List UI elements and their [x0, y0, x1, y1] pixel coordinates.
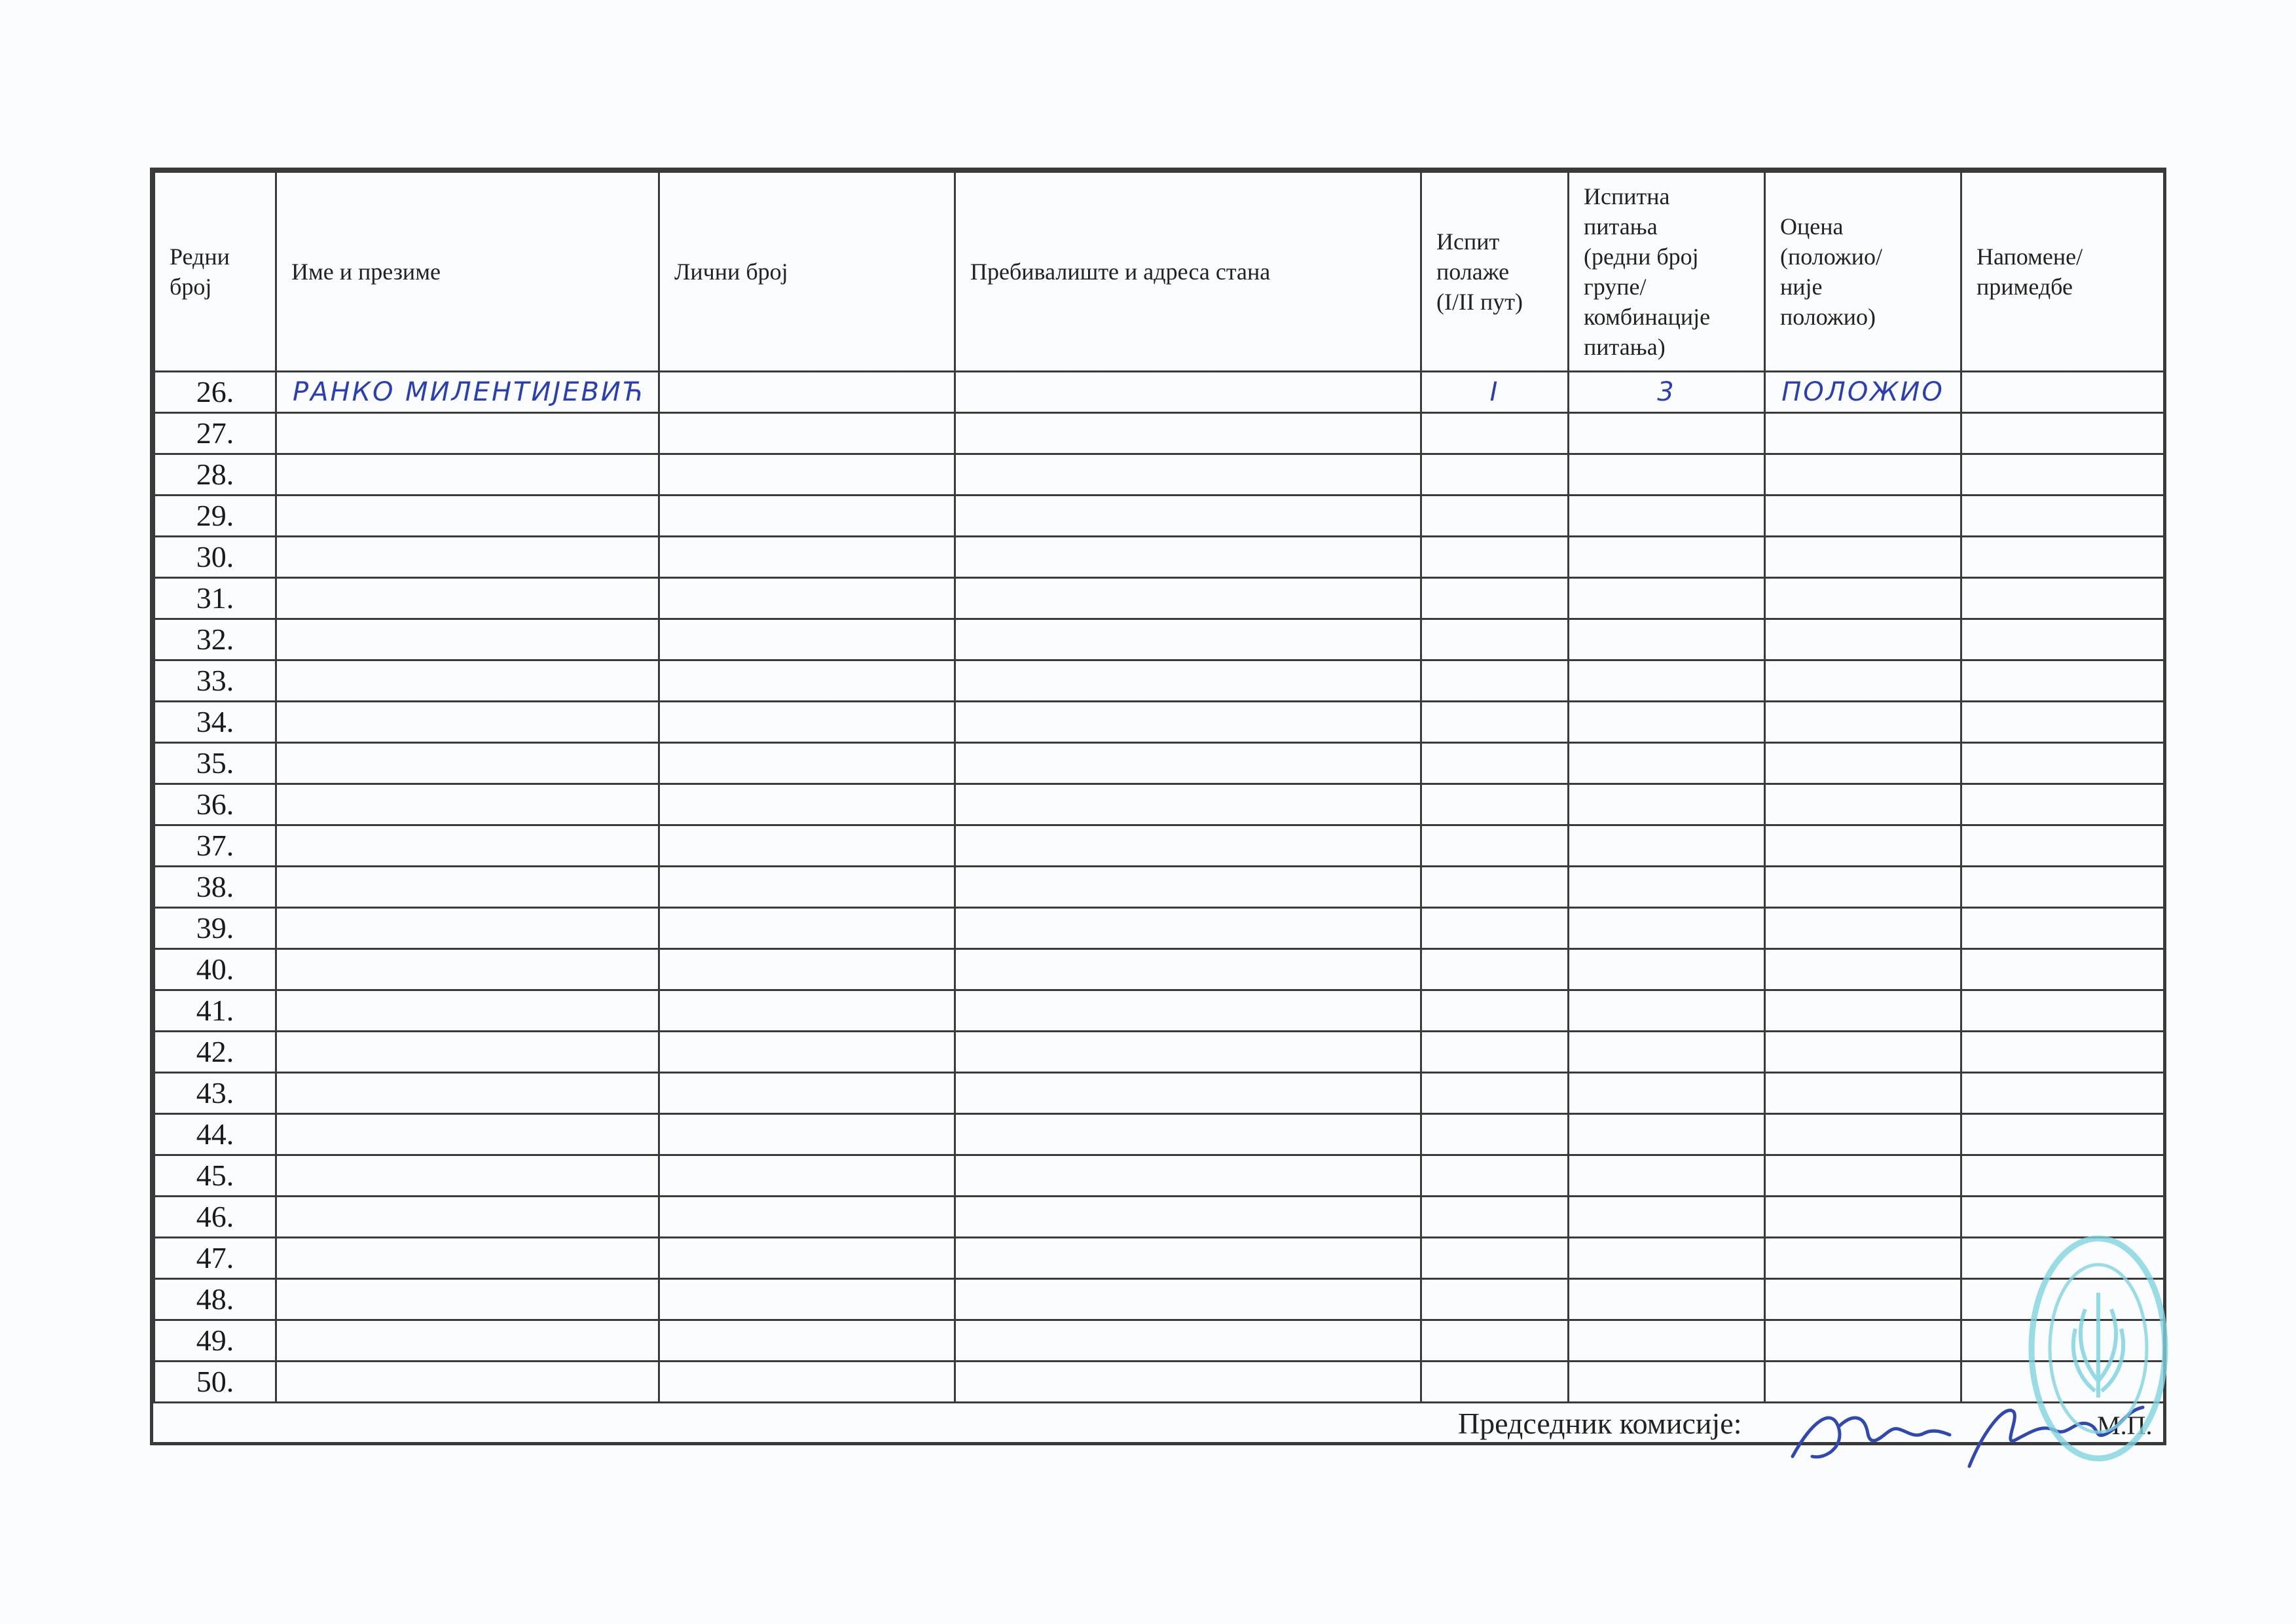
row-number-text: 36.	[196, 787, 234, 821]
row-number	[155, 702, 276, 743]
row-number-text: 27.	[196, 416, 234, 450]
address-cell	[955, 990, 1421, 1032]
header-ordinal: Редни број	[155, 172, 276, 372]
row-number	[155, 619, 276, 660]
row-number-text: 37.	[196, 829, 234, 862]
row-number	[155, 743, 276, 784]
name-cell	[276, 660, 659, 702]
table-row	[155, 867, 2164, 908]
attempt-cell	[1421, 537, 1569, 578]
questions-cell	[1569, 578, 1765, 619]
table-row	[155, 990, 2164, 1032]
row-number	[155, 537, 276, 578]
row-number-text: 29.	[196, 499, 234, 532]
notes-cell	[1961, 784, 2164, 825]
personal-id-cell	[659, 660, 955, 702]
table-row	[155, 537, 2164, 578]
personal-id-cell	[659, 990, 955, 1032]
row-number	[155, 454, 276, 496]
grade-cell	[1765, 454, 1961, 496]
row-number	[155, 1155, 276, 1197]
questions-cell	[1569, 949, 1765, 990]
header-personal-id: Лични број	[659, 172, 955, 372]
address-cell	[955, 660, 1421, 702]
row-number	[155, 1073, 276, 1114]
table-row	[155, 1279, 2164, 1320]
personal-id-cell	[659, 1279, 955, 1320]
row-number-text: 50.	[196, 1365, 234, 1398]
questions-cell	[1569, 1238, 1765, 1279]
notes-cell	[1961, 990, 2164, 1032]
grade-cell	[1765, 1032, 1961, 1073]
questions-cell	[1569, 702, 1765, 743]
row-number-text: 43.	[196, 1076, 234, 1110]
address-cell	[955, 1197, 1421, 1238]
notes-cell	[1961, 702, 2164, 743]
attempt-cell	[1421, 660, 1569, 702]
personal-id-cell	[659, 825, 955, 867]
table-row	[155, 1155, 2164, 1197]
notes-cell	[1961, 496, 2164, 537]
table-row	[155, 908, 2164, 949]
address-cell	[955, 1238, 1421, 1279]
grade-cell	[1765, 1073, 1961, 1114]
row-number	[155, 1279, 276, 1320]
address-cell	[955, 537, 1421, 578]
row-number	[155, 1320, 276, 1362]
name-cell	[276, 496, 659, 537]
table-row	[155, 784, 2164, 825]
name-cell	[276, 949, 659, 990]
attempt-cell	[1421, 702, 1569, 743]
table-row	[155, 702, 2164, 743]
register-table-wrapper	[150, 168, 2166, 1445]
notes-cell	[1961, 1114, 2164, 1155]
name-cell	[276, 1238, 659, 1279]
attempt-cell	[1421, 1073, 1569, 1114]
address-cell	[955, 1073, 1421, 1114]
header-row	[155, 172, 2164, 372]
grade-cell	[1765, 825, 1961, 867]
table-body	[155, 372, 2164, 1403]
table-row	[155, 949, 2164, 990]
personal-id-cell	[659, 1320, 955, 1362]
notes-cell	[1961, 619, 2164, 660]
address-cell	[955, 619, 1421, 660]
questions-cell	[1569, 454, 1765, 496]
questions-cell	[1569, 537, 1765, 578]
row-number-text: 42.	[196, 1035, 234, 1068]
grade-cell	[1765, 1114, 1961, 1155]
row-number-text: 46.	[196, 1200, 234, 1233]
row-number	[155, 825, 276, 867]
personal-id-cell	[659, 743, 955, 784]
personal-id-cell	[659, 413, 955, 454]
attempt-cell	[1421, 825, 1569, 867]
header-full-name: Име и презиме	[276, 172, 659, 372]
address-cell	[955, 784, 1421, 825]
row-number	[155, 1238, 276, 1279]
name-cell	[276, 537, 659, 578]
name-cell	[276, 1114, 659, 1155]
notes-cell	[1961, 908, 2164, 949]
row-number-text: 34.	[196, 705, 234, 738]
grade-cell	[1765, 1155, 1961, 1197]
name-cell	[276, 990, 659, 1032]
notes-cell	[1961, 454, 2164, 496]
questions-cell	[1569, 1320, 1765, 1362]
row-number-text: 28.	[196, 458, 234, 491]
personal-id-cell	[659, 372, 955, 413]
name-cell	[276, 743, 659, 784]
attempt-cell	[1421, 1279, 1569, 1320]
table-row	[155, 496, 2164, 537]
personal-id-cell	[659, 1032, 955, 1073]
name-cell	[276, 413, 659, 454]
grade-cell	[1765, 1197, 1961, 1238]
address-cell	[955, 908, 1421, 949]
address-cell	[955, 454, 1421, 496]
table-row	[155, 372, 2164, 413]
attempt-cell	[1421, 1320, 1569, 1362]
row-number	[155, 908, 276, 949]
notes-cell	[1961, 1032, 2164, 1073]
register-table	[153, 171, 2165, 1446]
address-cell	[955, 496, 1421, 537]
row-number-text: 31.	[196, 581, 234, 615]
row-number-text: 48.	[196, 1282, 234, 1316]
notes-cell	[1961, 413, 2164, 454]
table-row	[155, 1320, 2164, 1362]
attempt-cell	[1421, 867, 1569, 908]
row-number	[155, 990, 276, 1032]
notes-cell	[1961, 1073, 2164, 1114]
questions-cell	[1569, 660, 1765, 702]
row-number-text: 35.	[196, 746, 234, 780]
personal-id-cell	[659, 537, 955, 578]
table-row	[155, 1197, 2164, 1238]
address-cell	[955, 1155, 1421, 1197]
name-cell-text: РАНКО МИЛЕНТИЈЕВИЋ	[293, 377, 646, 407]
attempt-cell	[1421, 1197, 1569, 1238]
table-row	[155, 619, 2164, 660]
row-number	[155, 496, 276, 537]
personal-id-cell	[659, 1155, 955, 1197]
questions-cell	[1569, 1279, 1765, 1320]
questions-cell	[1569, 867, 1765, 908]
grade-cell	[1765, 908, 1961, 949]
row-number	[155, 578, 276, 619]
grade-cell	[1765, 1279, 1961, 1320]
questions-cell	[1569, 619, 1765, 660]
table-row	[155, 660, 2164, 702]
attempt-cell	[1421, 1238, 1569, 1279]
attempt-cell	[1421, 1114, 1569, 1155]
attempt-cell	[1421, 496, 1569, 537]
header-address: Пребивалиште и адреса стана	[955, 172, 1421, 372]
questions-cell	[1569, 784, 1765, 825]
row-number-text: 45.	[196, 1159, 234, 1192]
personal-id-cell	[659, 619, 955, 660]
grade-cell	[1765, 413, 1961, 454]
questions-cell	[1569, 908, 1765, 949]
address-cell	[955, 702, 1421, 743]
name-cell	[276, 454, 659, 496]
grade-cell	[1765, 1238, 1961, 1279]
notes-cell	[1961, 537, 2164, 578]
table-row	[155, 413, 2164, 454]
row-number-text: 47.	[196, 1241, 234, 1274]
row-number	[155, 1032, 276, 1073]
grade-cell	[1765, 784, 1961, 825]
personal-id-cell	[659, 1114, 955, 1155]
attempt-cell	[1421, 578, 1569, 619]
seal-place-label: М.П.	[2097, 1410, 2153, 1440]
row-number	[155, 372, 276, 413]
header-attempt: Испит полаже (I/II пут)	[1421, 172, 1569, 372]
name-cell	[276, 1032, 659, 1073]
attempt-cell	[1421, 1155, 1569, 1197]
row-number	[155, 867, 276, 908]
header-grade: Оцена (положио/ није положио)	[1765, 172, 1961, 372]
questions-cell	[1569, 1362, 1765, 1403]
attempt-cell	[1421, 372, 1569, 413]
address-cell	[955, 1114, 1421, 1155]
attempt-cell	[1421, 413, 1569, 454]
name-cell	[276, 908, 659, 949]
row-number-text: 39.	[196, 911, 234, 945]
table-row	[155, 1114, 2164, 1155]
grade-cell	[1765, 702, 1961, 743]
row-number-text: 30.	[196, 540, 234, 573]
row-number-text: 33.	[196, 664, 234, 697]
grade-cell	[1765, 743, 1961, 784]
questions-cell-text: 3	[1657, 377, 1676, 407]
table-row	[155, 1238, 2164, 1279]
personal-id-cell	[659, 1073, 955, 1114]
name-cell	[276, 702, 659, 743]
questions-cell	[1569, 372, 1765, 413]
notes-cell	[1961, 578, 2164, 619]
name-cell	[276, 1279, 659, 1320]
address-cell	[955, 578, 1421, 619]
name-cell	[276, 1155, 659, 1197]
name-cell	[276, 372, 659, 413]
grade-cell	[1765, 1320, 1961, 1362]
address-cell	[955, 1362, 1421, 1403]
personal-id-cell	[659, 867, 955, 908]
grade-cell	[1765, 867, 1961, 908]
attempt-cell	[1421, 990, 1569, 1032]
personal-id-cell	[659, 1362, 955, 1403]
address-cell	[955, 413, 1421, 454]
notes-cell	[1961, 949, 2164, 990]
questions-cell	[1569, 496, 1765, 537]
questions-cell	[1569, 743, 1765, 784]
attempt-cell	[1421, 1032, 1569, 1073]
questions-cell	[1569, 1197, 1765, 1238]
attempt-cell	[1421, 1362, 1569, 1403]
table-row	[155, 578, 2164, 619]
personal-id-cell	[659, 578, 955, 619]
row-number	[155, 949, 276, 990]
header-notes: Напомене/ примедбе	[1961, 172, 2164, 372]
questions-cell	[1569, 1032, 1765, 1073]
attempt-cell	[1421, 784, 1569, 825]
row-number-text: 44.	[196, 1117, 234, 1151]
notes-cell	[1961, 1155, 2164, 1197]
row-number	[155, 1362, 276, 1403]
row-number	[155, 784, 276, 825]
questions-cell	[1569, 1073, 1765, 1114]
address-cell	[955, 1320, 1421, 1362]
name-cell	[276, 867, 659, 908]
personal-id-cell	[659, 1197, 955, 1238]
row-number-text: 38.	[196, 870, 234, 903]
table-row	[155, 743, 2164, 784]
grade-cell	[1765, 372, 1961, 413]
questions-cell	[1569, 825, 1765, 867]
grade-cell	[1765, 578, 1961, 619]
row-number	[155, 1114, 276, 1155]
notes-cell	[1961, 660, 2164, 702]
questions-cell	[1569, 413, 1765, 454]
address-cell	[955, 867, 1421, 908]
row-number	[155, 413, 276, 454]
name-cell	[276, 619, 659, 660]
address-cell	[955, 372, 1421, 413]
name-cell	[276, 784, 659, 825]
name-cell	[276, 1073, 659, 1114]
grade-cell	[1765, 496, 1961, 537]
address-cell	[955, 949, 1421, 990]
personal-id-cell	[659, 949, 955, 990]
name-cell	[276, 578, 659, 619]
row-number	[155, 1197, 276, 1238]
row-number	[155, 660, 276, 702]
name-cell	[276, 1320, 659, 1362]
grade-cell	[1765, 660, 1961, 702]
address-cell	[955, 1032, 1421, 1073]
personal-id-cell	[659, 908, 955, 949]
name-cell	[276, 825, 659, 867]
address-cell	[955, 825, 1421, 867]
address-cell	[955, 743, 1421, 784]
grade-cell	[1765, 619, 1961, 660]
official-stamp	[2023, 1231, 2174, 1466]
grade-cell	[1765, 949, 1961, 990]
attempt-cell	[1421, 454, 1569, 496]
grade-cell-text: ПОЛОЖИО	[1781, 377, 1944, 407]
notes-cell	[1961, 372, 2164, 413]
row-number-text: 32.	[196, 623, 234, 656]
header-questions: Испитна питања (редни број групе/ комбинације питања)	[1569, 172, 1765, 372]
table-row	[155, 825, 2164, 867]
row-number-text: 26.	[196, 375, 234, 408]
personal-id-cell	[659, 1238, 955, 1279]
table-row	[155, 454, 2164, 496]
row-number-text: 40.	[196, 952, 234, 986]
name-cell	[276, 1362, 659, 1403]
notes-cell	[1961, 825, 2164, 867]
questions-cell	[1569, 990, 1765, 1032]
attempt-cell	[1421, 619, 1569, 660]
table-row	[155, 1073, 2164, 1114]
row-number-text: 41.	[196, 994, 234, 1027]
personal-id-cell	[659, 496, 955, 537]
table-row	[155, 1032, 2164, 1073]
name-cell	[276, 1197, 659, 1238]
attempt-cell	[1421, 743, 1569, 784]
notes-cell	[1961, 867, 2164, 908]
questions-cell	[1569, 1114, 1765, 1155]
address-cell	[955, 1279, 1421, 1320]
notes-cell	[1961, 743, 2164, 784]
attempt-cell-text: I	[1489, 377, 1500, 407]
commission-president-label: Председник комисије:	[1457, 1406, 1742, 1440]
personal-id-cell	[659, 702, 955, 743]
personal-id-cell	[659, 784, 955, 825]
row-number-text: 49.	[196, 1324, 234, 1357]
attempt-cell	[1421, 949, 1569, 990]
questions-cell	[1569, 1155, 1765, 1197]
grade-cell	[1765, 537, 1961, 578]
attempt-cell	[1421, 908, 1569, 949]
grade-cell	[1765, 990, 1961, 1032]
personal-id-cell	[659, 454, 955, 496]
